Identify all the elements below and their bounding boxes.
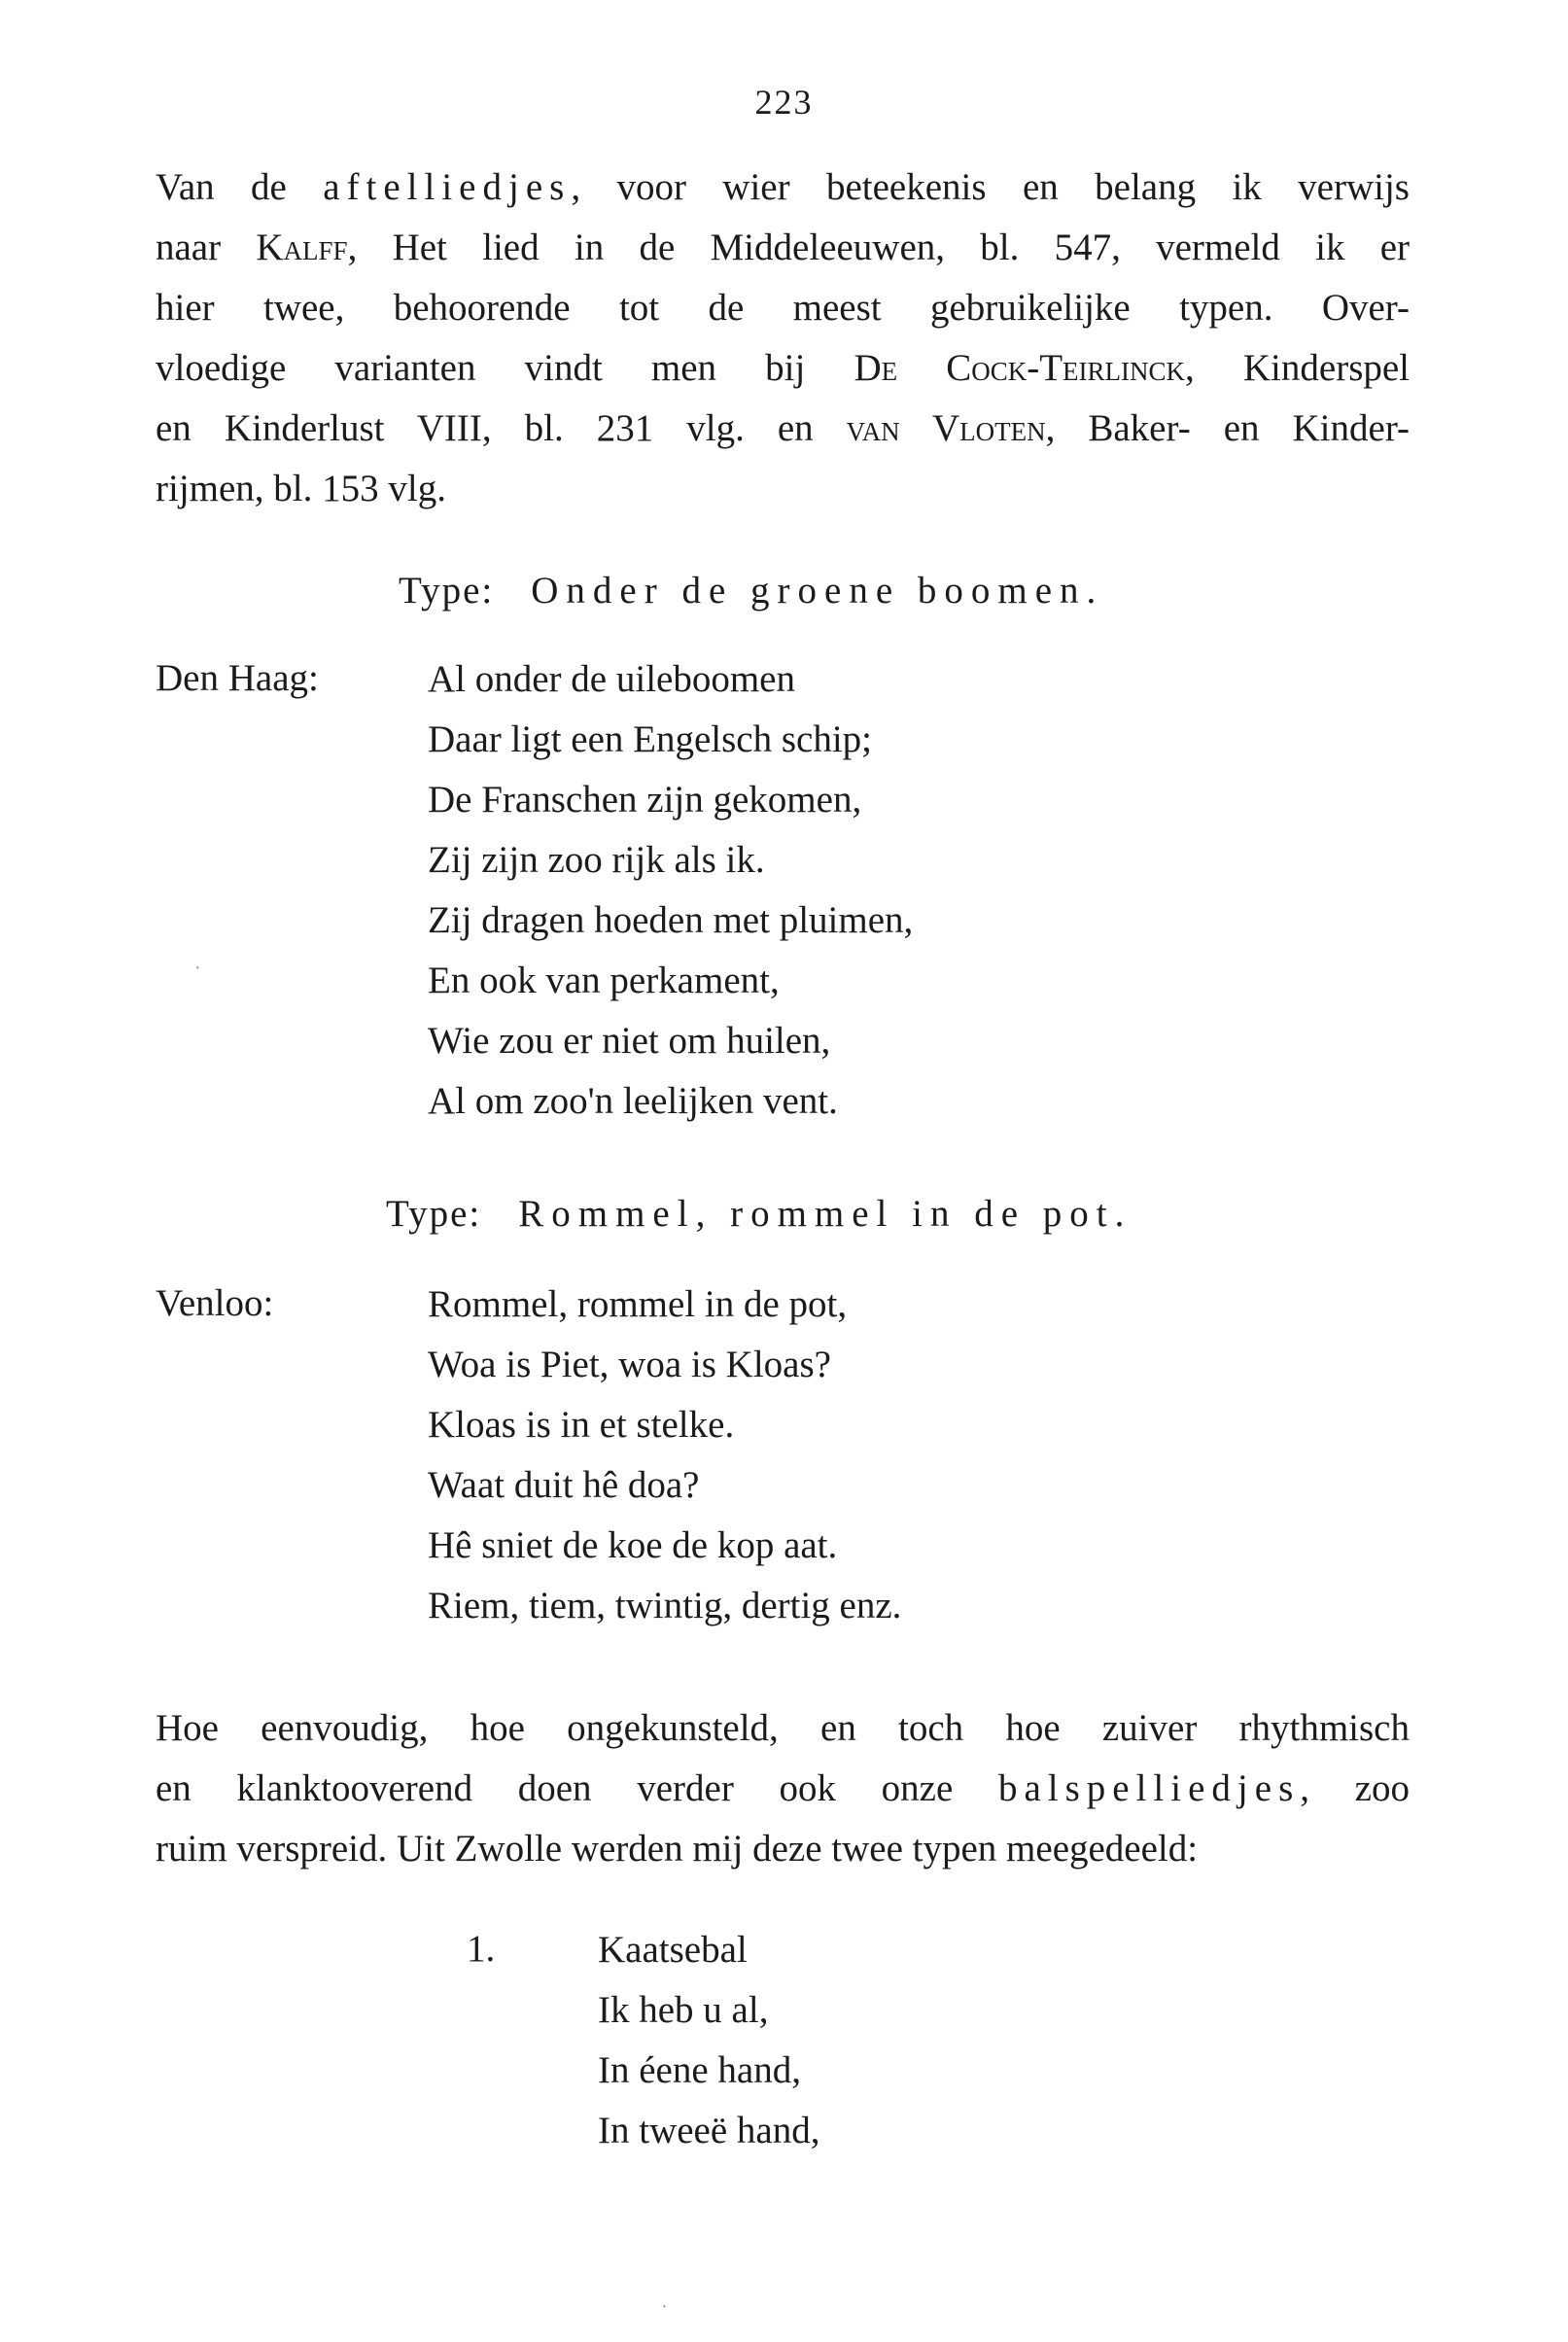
- text-run: aftelliedjes: [323, 166, 572, 208]
- paragraph-line: [156, 399, 1410, 459]
- text-run: Kalff: [256, 227, 348, 268]
- text-run: en klanktooverend doen verder ook onze: [156, 1767, 998, 1809]
- paragraph-line: [156, 338, 1410, 399]
- verse-line: Woa is Piet, woa is Kloas?: [428, 1344, 831, 1385]
- text-run: , zoo: [1300, 1767, 1410, 1809]
- type-heading-1: [399, 569, 1103, 612]
- verse-line: Kloas is in et stelke.: [428, 1404, 735, 1446]
- intro-paragraph: [156, 157, 1410, 519]
- text-run: , voor wier beteekenis en belang ik verwijs: [571, 166, 1410, 208]
- text-run: vloedige varianten vindt men bij: [156, 347, 854, 389]
- verse-line: Riem, tiem, twintig, dertig enz.: [428, 1585, 902, 1626]
- text-run: , Kinderspel: [1185, 347, 1411, 389]
- paragraph-line: [156, 1759, 1410, 1819]
- place-label: Den Haag:: [156, 657, 319, 699]
- text-run: De Cock-Teirlinck: [854, 347, 1186, 389]
- verse-line: Waat duit hê doa?: [428, 1464, 700, 1506]
- text-run: hier twee, behoorende tot de meest gebruikelijke typen. Over-: [156, 287, 1410, 329]
- type-title: Onder de groene boomen.: [531, 570, 1104, 612]
- verse-line: De Franschen zijn gekomen,: [428, 779, 862, 821]
- verse-line: Wie zou er niet om huilen,: [428, 1020, 831, 1062]
- text-run: Hoe eenvoudig, hoe ongekunsteld, en toch hoe zuiver rhythmisch: [156, 1707, 1410, 1749]
- verse-line: Zij dragen hoeden met pluimen,: [428, 899, 914, 941]
- poem-number: 1.: [467, 1928, 496, 1970]
- paragraph-line: [156, 1698, 1410, 1759]
- paragraph-line: [156, 157, 1410, 218]
- verse-line: Rommel, rommel in de pot,: [428, 1283, 848, 1325]
- verse-line: In tweeë hand,: [598, 2110, 820, 2151]
- text-run: , Baker- en Kinder-: [1045, 407, 1411, 449]
- type-heading-2: [386, 1192, 1132, 1236]
- paragraph-line: [156, 1819, 1410, 1879]
- verse-line: Daar ligt een Engelsch schip;: [428, 718, 873, 760]
- verse-line: Ik heb u al,: [598, 1989, 769, 2031]
- stray-mark: ·: [194, 958, 201, 979]
- verse-line: In éene hand,: [598, 2049, 801, 2091]
- type-title: Rommel, rommel in de pot.: [518, 1193, 1132, 1235]
- text-run: ruim verspreid. Uit Zwolle werden mij deze twee typen meegedeeld:: [156, 1828, 1199, 1870]
- type-label: Type:: [399, 570, 495, 612]
- text-run: rijmen, bl. 153 vlg.: [156, 468, 446, 509]
- type-label: Type:: [386, 1193, 482, 1235]
- paragraph-line: [156, 278, 1410, 338]
- verse-line: Al onder de uileboomen: [428, 658, 795, 700]
- verse-line: Kaatsebal: [598, 1929, 748, 1971]
- verse-rommel-in-de-pot: [428, 1275, 901, 1636]
- stray-mark: ·: [661, 2296, 668, 2318]
- paragraph-line: [156, 218, 1410, 278]
- page-number: 223: [754, 83, 814, 122]
- place-label: Venloo:: [156, 1282, 274, 1324]
- verse-line: En ook van perkament,: [428, 960, 780, 1001]
- text-run: balspelliedjes: [997, 1767, 1301, 1809]
- text-run: , Het lied in de Middeleeuwen, bl. 547, vermeld ik er: [347, 227, 1410, 268]
- paragraph-line: [156, 459, 1410, 519]
- verse-onder-de-groene-boomen: [428, 649, 913, 1132]
- verse-line: Zij zijn zoo rijk als ik.: [428, 839, 765, 881]
- verse-kaatsebal: [598, 1920, 819, 2161]
- balspel-paragraph: [156, 1698, 1410, 1879]
- verse-line: Al om zoo'n leelijken vent.: [428, 1080, 838, 1122]
- text-run: Van de: [156, 166, 324, 208]
- text-run: en Kinderlust VIII, bl. 231 vlg. en: [156, 407, 847, 449]
- text-run: van Vloten: [846, 407, 1046, 449]
- text-run: naar: [156, 227, 257, 268]
- verse-line: Hê sniet de koe de kop aat.: [428, 1524, 838, 1566]
